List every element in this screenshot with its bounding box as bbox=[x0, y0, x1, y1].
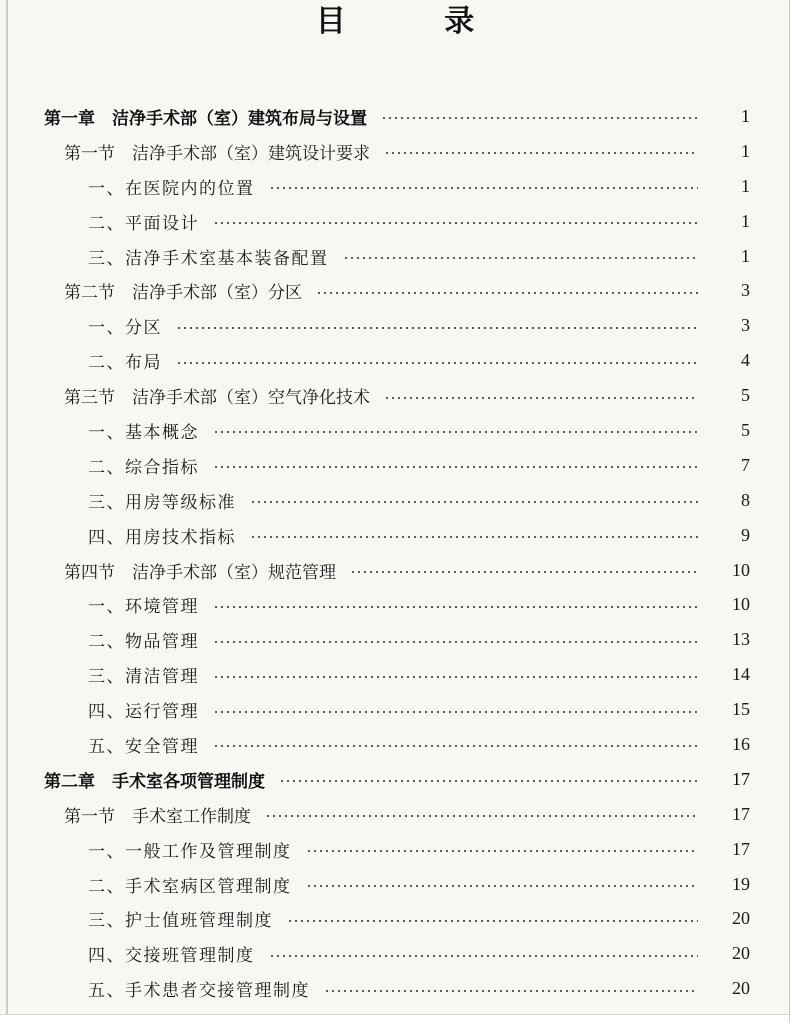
dot-leader bbox=[213, 466, 698, 468]
page-number: 5 bbox=[741, 419, 750, 440]
dot-leader bbox=[176, 327, 698, 329]
entry-text: 四、用房技术指标 bbox=[88, 527, 236, 548]
entry-text: 第三节 洁净手术部（室）空气净化技术 bbox=[64, 388, 370, 409]
toc-entry-19[interactable] bbox=[0, 762, 790, 797]
dot-leader bbox=[269, 187, 699, 189]
dot-leader bbox=[287, 920, 698, 922]
toc-entry-7[interactable] bbox=[0, 343, 790, 378]
dot-leader bbox=[343, 257, 699, 259]
page-number: 7 bbox=[741, 454, 750, 475]
page-number: 1 bbox=[741, 105, 750, 126]
toc-entry-9[interactable] bbox=[0, 413, 790, 448]
toc-entry-0[interactable] bbox=[0, 99, 790, 134]
page-number: 1 bbox=[741, 140, 750, 161]
toc-entry-18[interactable] bbox=[0, 727, 790, 762]
dot-leader bbox=[384, 397, 698, 399]
toc-entry-25[interactable] bbox=[0, 971, 790, 1006]
page-number: 20 bbox=[732, 978, 750, 999]
toc-entry-21[interactable] bbox=[0, 832, 790, 867]
entry-text: 一、在医院内的位置 bbox=[88, 178, 255, 199]
entry-text: 第二节 洁净手术部（室）分区 bbox=[64, 283, 302, 304]
page-number: 9 bbox=[741, 524, 750, 545]
page-bottom-edge bbox=[0, 1014, 790, 1023]
dot-leader bbox=[213, 431, 698, 433]
entry-text: 第一节 手术室工作制度 bbox=[64, 806, 251, 827]
dot-leader bbox=[265, 815, 698, 817]
entry-text: 一、分区 bbox=[88, 318, 162, 339]
entry-text: 一、一般工作及管理制度 bbox=[88, 841, 292, 862]
page-number: 17 bbox=[732, 838, 750, 859]
toc-entry-4[interactable] bbox=[0, 239, 790, 274]
entry-text: 三、清洁管理 bbox=[88, 667, 199, 688]
toc-entry-14[interactable] bbox=[0, 587, 790, 622]
entry-text: 五、手术患者交接管理制度 bbox=[88, 981, 310, 1002]
toc-entry-1[interactable] bbox=[0, 134, 790, 169]
page-number: 1 bbox=[741, 210, 750, 231]
page-number: 8 bbox=[741, 489, 750, 510]
page-number: 17 bbox=[732, 768, 750, 789]
entry-text: 五、安全管理 bbox=[88, 736, 199, 757]
entry-text: 二、综合指标 bbox=[88, 457, 199, 478]
entry-text: 三、用房等级标准 bbox=[88, 492, 236, 513]
dot-leader bbox=[269, 955, 699, 957]
toc-entry-24[interactable] bbox=[0, 936, 790, 971]
toc-entry-2[interactable] bbox=[0, 169, 790, 204]
page-number: 1 bbox=[741, 175, 750, 196]
dot-leader bbox=[213, 711, 698, 713]
entry-text: 第一章 洁净手术部（室）建筑布局与设置 bbox=[44, 108, 367, 129]
entry-text: 一、基本概念 bbox=[88, 422, 199, 443]
toc-entry-22[interactable] bbox=[0, 867, 790, 902]
entry-text: 二、手术室病区管理制度 bbox=[88, 876, 292, 897]
entry-text: 二、布局 bbox=[88, 353, 162, 374]
page-number: 3 bbox=[741, 280, 750, 301]
entry-text: 四、运行管理 bbox=[88, 702, 199, 723]
page-number: 17 bbox=[732, 803, 750, 824]
dot-leader bbox=[213, 676, 698, 678]
toc-entry-23[interactable] bbox=[0, 901, 790, 936]
dot-leader bbox=[306, 850, 699, 852]
dot-leader bbox=[176, 362, 698, 364]
entry-text: 二、平面设计 bbox=[88, 213, 199, 234]
page-number: 20 bbox=[732, 943, 750, 964]
dot-leader bbox=[213, 745, 698, 747]
entry-text: 第四节 洁净手术部（室）规范管理 bbox=[64, 562, 336, 583]
toc-entries bbox=[0, 99, 790, 1006]
dot-leader bbox=[324, 990, 698, 992]
dot-leader bbox=[250, 501, 698, 503]
toc-entry-5[interactable] bbox=[0, 273, 790, 308]
page-number: 16 bbox=[732, 733, 750, 754]
toc-title: 目 录 bbox=[315, 4, 519, 39]
entry-text: 三、洁净手术室基本装备配置 bbox=[88, 248, 329, 269]
entry-text: 三、护士值班管理制度 bbox=[88, 911, 273, 932]
entry-text: 四、交接班管理制度 bbox=[88, 946, 255, 967]
page-number: 1 bbox=[741, 245, 750, 266]
toc-entry-3[interactable] bbox=[0, 204, 790, 239]
dot-leader bbox=[250, 536, 698, 538]
page-number: 14 bbox=[732, 664, 750, 685]
dot-leader bbox=[306, 885, 699, 887]
toc-entry-20[interactable] bbox=[0, 797, 790, 832]
toc-entry-15[interactable] bbox=[0, 622, 790, 657]
page-number: 15 bbox=[732, 699, 750, 720]
toc-entry-13[interactable] bbox=[0, 553, 790, 588]
toc-entry-12[interactable] bbox=[0, 518, 790, 553]
dot-leader bbox=[279, 780, 698, 782]
page-number: 4 bbox=[741, 350, 750, 371]
entry-text: 二、物品管理 bbox=[88, 632, 199, 653]
dot-leader bbox=[213, 222, 698, 224]
entry-text: 第一节 洁净手术部（室）建筑设计要求 bbox=[64, 143, 370, 164]
toc-entry-17[interactable] bbox=[0, 692, 790, 727]
entry-text: 第二章 手术室各项管理制度 bbox=[44, 771, 265, 792]
page-number: 3 bbox=[741, 315, 750, 336]
page-number: 20 bbox=[732, 908, 750, 929]
toc-entry-6[interactable] bbox=[0, 308, 790, 343]
dot-leader bbox=[213, 641, 698, 643]
toc-entry-11[interactable] bbox=[0, 483, 790, 518]
toc-entry-16[interactable] bbox=[0, 657, 790, 692]
dot-leader bbox=[350, 571, 698, 573]
dot-leader bbox=[381, 117, 698, 119]
entry-text: 一、环境管理 bbox=[88, 597, 199, 618]
dot-leader bbox=[213, 606, 698, 608]
dot-leader bbox=[316, 292, 698, 294]
dot-leader bbox=[384, 152, 698, 154]
page-number: 5 bbox=[741, 385, 750, 406]
toc-entry-8[interactable] bbox=[0, 378, 790, 413]
page-number: 19 bbox=[732, 873, 750, 894]
page-number: 13 bbox=[732, 629, 750, 650]
toc-entry-10[interactable] bbox=[0, 448, 790, 483]
page-number: 10 bbox=[732, 559, 750, 580]
page-number: 10 bbox=[732, 594, 750, 615]
